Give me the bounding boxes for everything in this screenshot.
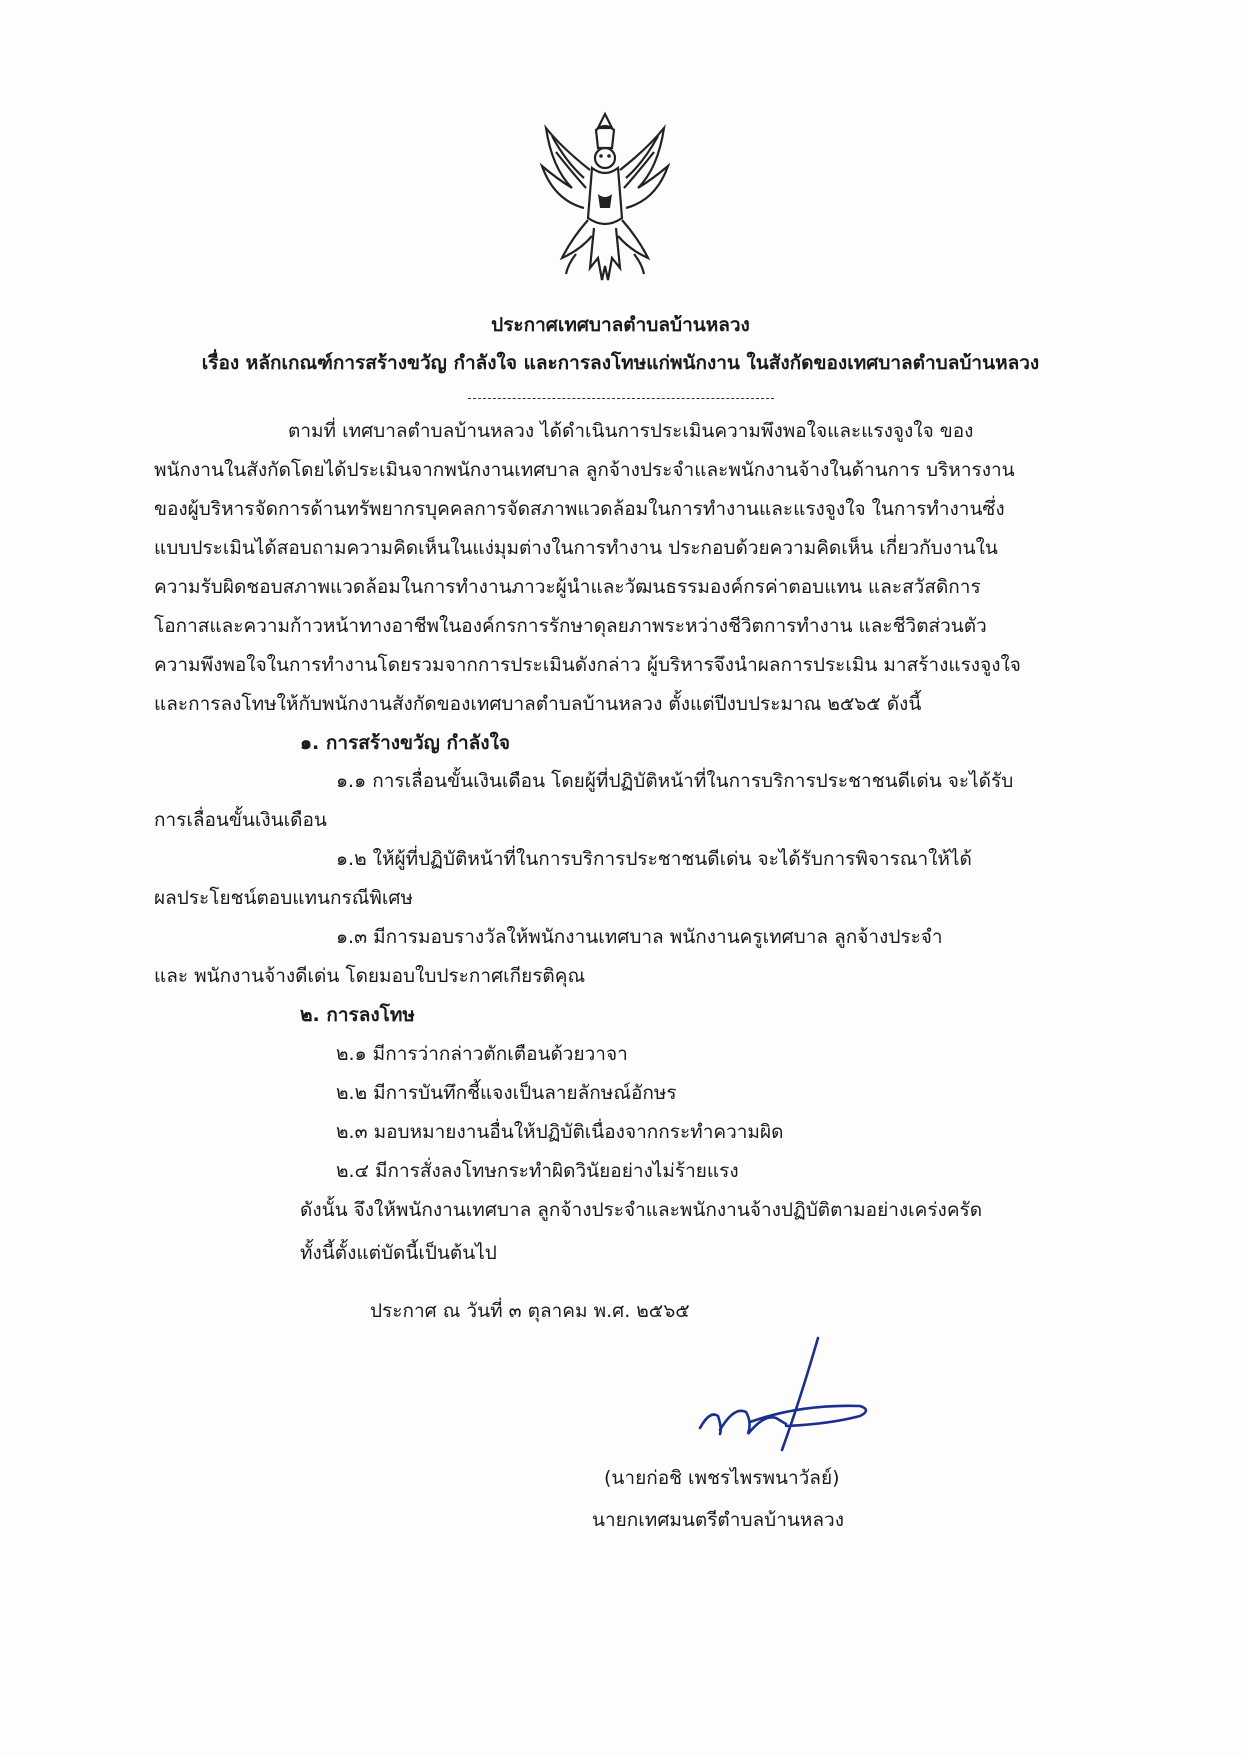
section-2-item: ๒.๓ มอบหมายงานอื่นให้ปฏิบัติเนื่องจากกระทำความผิด [336, 1121, 784, 1143]
intro-line: ความรับผิดชอบสภาพแวดล้อมในการทำงานภาวะผู้นำและวัฒนธรรมองค์กรค่าตอบแทน และสวัสดิการ [154, 576, 981, 598]
intro-line: พนักงานในสังกัดโดยได้ประเมินจากพนักงานเทศบาล ลูกจ้างประจำและพนักงานจ้างในด้านการ บริหารงาน [154, 459, 1015, 481]
section-1-item-cont: และ พนักงานจ้างดีเด่น โดยมอบใบประกาศเกียรติคุณ [154, 965, 586, 987]
section-1-item-cont: การเลื่อนขั้นเงินเดือน [154, 809, 327, 831]
intro-line: และการลงโทษให้กับพนักงานสังกัดของเทศบาลตำบลบ้านหลวง ตั้งแต่ปีงบประมาณ ๒๕๖๕ ดังนี้ [154, 693, 922, 715]
announcement-title: ประกาศเทศบาลตำบลบ้านหลวง [491, 314, 750, 336]
intro-line: แบบประเมินได้สอบถามความคิดเห็นในแง่มุมต่างในการทำงาน ประกอบด้วยความคิดเห็น เกี่ยวกับงานใน [154, 537, 998, 559]
closing-line: ดังนั้น จึงให้พนักงานเทศบาล ลูกจ้างประจำและพนักงานจ้างปฏิบัติตามอย่างเคร่งครัด [300, 1199, 983, 1221]
section-1-item: ๑.๓ มีการมอบรางวัลให้พนักงานเทศบาล พนักงานครูเทศบาล ลูกจ้างประจำ [336, 926, 943, 948]
signature-mark-icon [690, 1330, 890, 1460]
section-1-heading: ๑. การสร้างขวัญ กำลังใจ [300, 732, 510, 754]
signatory-name: (นายก่อชิ เพชรไพรพนาวัลย์) [604, 1467, 840, 1489]
closing-line: ทั้งนี้ตั้งแต่บัดนี้เป็นต้นไป [300, 1242, 497, 1264]
section-2-item: ๒.๔ มีการสั่งลงโทษกระทำผิดวินัยอย่างไม่ร้ายแรง [336, 1160, 739, 1182]
section-2-item: ๒.๑ มีการว่ากล่าวตักเตือนด้วยวาจา [336, 1043, 628, 1065]
announcement-subject: เรื่อง หลักเกณฑ์การสร้างขวัญ กำลังใจ และการลงโทษแก่พนักงาน ในสังกัดของเทศบาลตำบลบ้านหลวง [201, 352, 1040, 374]
signatory-position: นายกเทศมนตรีตำบลบ้านหลวง [592, 1509, 844, 1531]
section-2-heading: ๒. การลงโทษ [300, 1004, 415, 1026]
section-1-item: ๑.๒ ให้ผู้ที่ปฏิบัติหน้าที่ในการบริการประชาชนดีเด่น จะได้รับการพิจารณาให้ได้ [336, 848, 972, 870]
garuda-emblem-icon [532, 108, 678, 286]
intro-line: ตามที่ เทศบาลตำบลบ้านหลวง ได้ดำเนินการประเมินความพึงพอใจและแรงจูงใจ ของ [288, 420, 974, 442]
intro-line: ของผู้บริหารจัดการด้านทรัพยากรบุคคลการจัดสภาพแวดล้อมในการทำงานและแรงจูงใจ ในการทำงานซึ่ง [154, 498, 1005, 520]
section-2-item: ๒.๒ มีการบันทึกชี้แจงเป็นลายลักษณ์อักษร [336, 1082, 677, 1104]
title-separator [468, 398, 774, 399]
section-1-item: ๑.๑ การเลื่อนขั้นเงินเดือน โดยผู้ที่ปฏิบัติหน้าที่ในการบริการประชาชนดีเด่น จะได้รับ [336, 770, 1014, 792]
announcement-date: ประกาศ ณ วันที่ ๓ ตุลาคม พ.ศ. ๒๕๖๕ [370, 1300, 690, 1322]
intro-line: โอกาสและความก้าวหน้าทางอาชีพในองค์กรการรักษาดุลยภาพระหว่างชีวิตการทำงาน และชีวิตส่วนตัว [154, 615, 987, 637]
section-1-item-cont: ผลประโยชน์ตอบแทนกรณีพิเศษ [154, 887, 413, 909]
intro-line: ความพึงพอใจในการทำงานโดยรวมจากการประเมินดังกล่าว ผู้บริหารจึงนำผลการประเมิน มาสร้างแรงจูงใจ [154, 654, 1021, 676]
